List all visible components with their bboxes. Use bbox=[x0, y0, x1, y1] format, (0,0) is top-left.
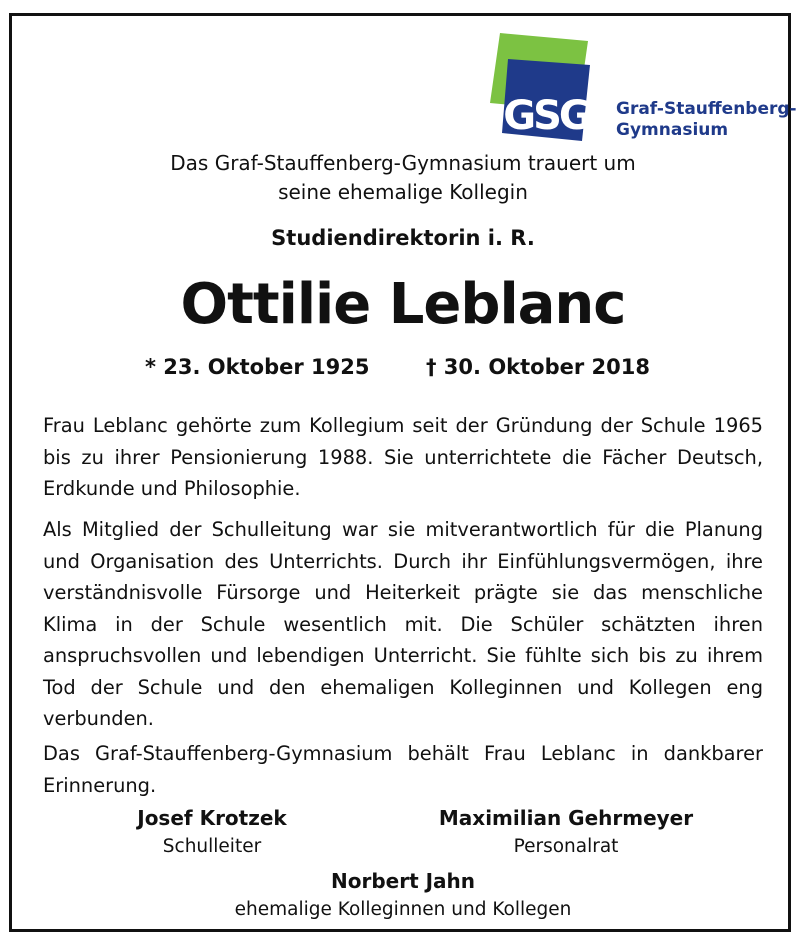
signatory-name: Maximilian Gehrmeyer bbox=[438, 806, 694, 830]
intro-line-1: Das Graf-Stauffenberg-Gymnasium trauert um bbox=[170, 151, 636, 175]
signatory-name: Josef Krotzek bbox=[137, 806, 287, 830]
birth-date: * 23. Oktober 1925 bbox=[145, 355, 370, 379]
death-date: † 30. Oktober 2018 bbox=[426, 355, 650, 379]
signatory-role: Schulleiter bbox=[162, 836, 262, 857]
obituary-notice bbox=[9, 13, 797, 932]
academic-rank: Studiendirektorin i. R. bbox=[271, 226, 535, 250]
signatory-role: Personalrat bbox=[513, 836, 619, 857]
intro-text bbox=[12, 149, 794, 207]
logo-abbreviation: GSG bbox=[503, 93, 589, 139]
signatory bbox=[92, 806, 332, 857]
signatory bbox=[162, 869, 644, 920]
intro-line-2: seine ehemalige Kollegin bbox=[278, 180, 528, 204]
paragraph-career: Frau Leblanc gehörte zum Kollegium seit der Gründung der Schule 1965 bis zu ihrer Pensionierung 1988. Sie unterrichtete die Fächer Deutsch, Erdkunde und Philosophie. bbox=[43, 414, 763, 500]
signatory-role: ehemalige Kolleginnen und Kollegen bbox=[234, 899, 572, 920]
logo-line-1: Graf-Stauffenberg- bbox=[616, 99, 797, 119]
school-logo bbox=[478, 33, 797, 153]
signatory-name: Norbert Jahn bbox=[330, 869, 476, 893]
gsg-logo-icon bbox=[478, 33, 618, 153]
logo-line-2: Gymnasium bbox=[616, 120, 729, 140]
deceased-name: Ottilie Leblanc bbox=[180, 272, 626, 337]
signatory bbox=[396, 806, 736, 857]
logo-wordmark bbox=[616, 99, 797, 141]
paragraph-remembrance: Das Graf-Stauffenberg-Gymnasium behält Frau Leblanc in dankbarer Erinnerung. bbox=[43, 742, 763, 797]
paragraph-tribute: Als Mitglied der Schulleitung war sie mitverantwortlich für die Planung und Organisation des Unterrichts. Durch ihr Einfühlungsvermögen, ihre verständnisvolle Fürsorge und Heiterkeit prägte sie das menschliche Klima in der Schule wesentlich mit. Die Schüler schätzten ihren anspruchsvollen und lebendigen Unterricht. Sie fühlte sich bis zu ihrem Tod der Schule und den ehemaligen Kolleginnen und Kollegen eng verbunden. bbox=[43, 518, 763, 730]
